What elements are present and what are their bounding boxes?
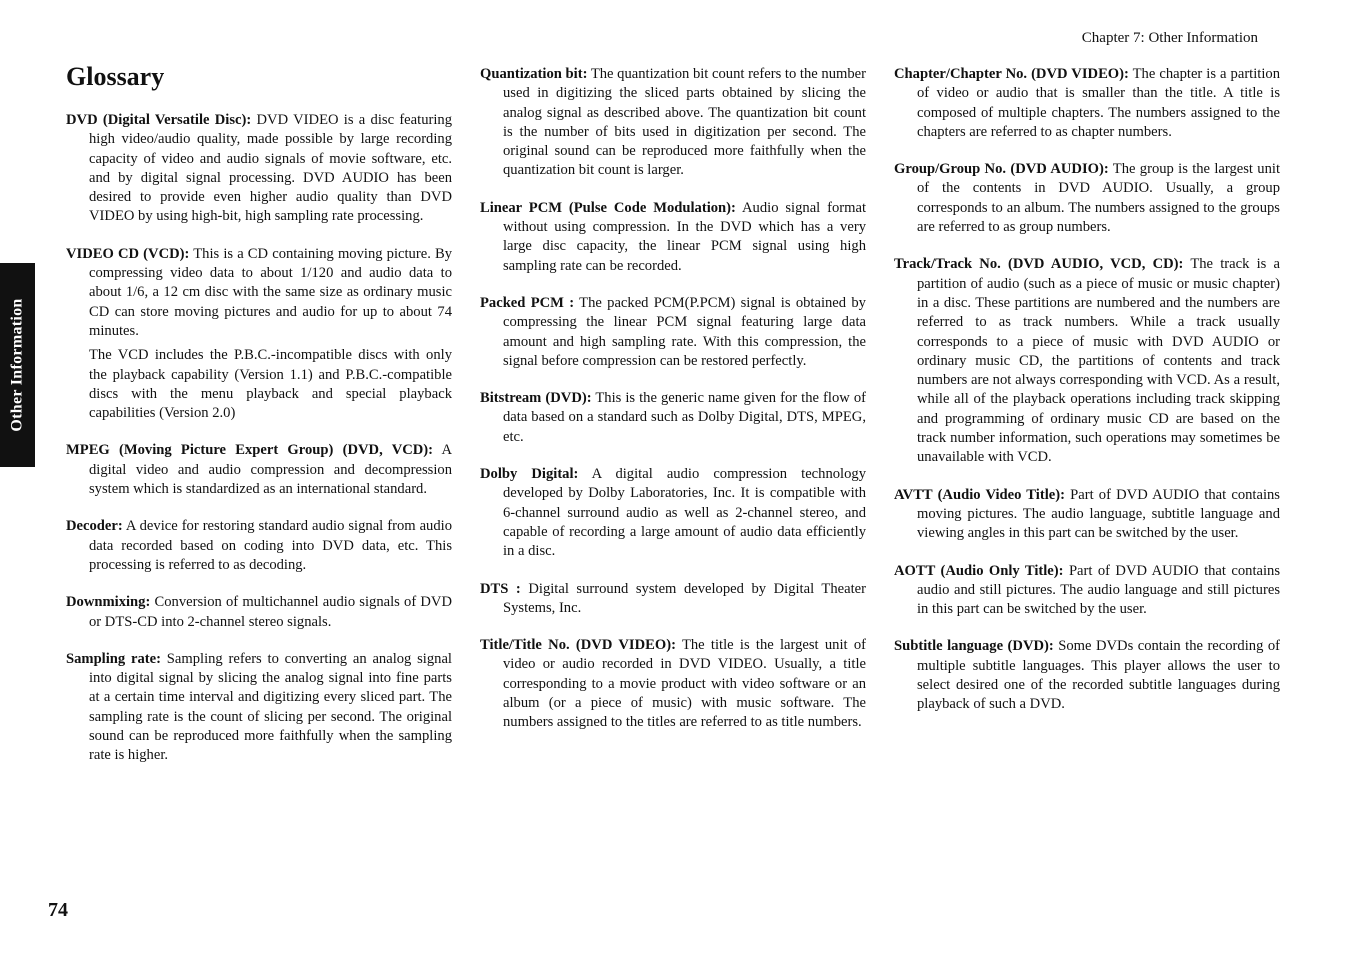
glossary-term: AVTT (Audio Video Title): bbox=[894, 486, 1065, 503]
side-tab-label: Other Information bbox=[8, 298, 26, 432]
glossary-term: AOTT (Audio Only Title): bbox=[894, 562, 1064, 579]
glossary-definition: The title is the largest unit of video or audio recorded in DVD VIDEO. Usually, a title corresponding to a movie product with video software or an album (or a piece of music) with music software. The numbers assigned to the titles are referred to as title numbers. bbox=[503, 637, 867, 731]
glossary-entry-group bbox=[894, 160, 1280, 237]
glossary-definition: Some DVDs contain the recording of multiple subtitle languages. This player allows the user to select desired one of the recorded subtitle languages during playback of such a DVD. bbox=[917, 638, 1280, 713]
glossary-entry-chapter bbox=[894, 65, 1280, 142]
glossary-entry-dts bbox=[480, 580, 866, 619]
glossary-entry-track bbox=[894, 255, 1280, 467]
glossary-entry-title bbox=[480, 636, 866, 732]
glossary-column-2 bbox=[480, 65, 866, 751]
glossary-column-3 bbox=[894, 65, 1280, 733]
glossary-definition: Digital surround system developed by Digital Theater Systems, Inc. bbox=[503, 580, 866, 616]
glossary-entry-linear-pcm bbox=[480, 199, 866, 276]
glossary-entry-packed-pcm bbox=[480, 294, 866, 371]
glossary-term: Chapter/Chapter No. (DVD VIDEO): bbox=[894, 66, 1129, 82]
glossary-entry-vcd bbox=[66, 245, 452, 341]
glossary-definition: Sampling refers to converting an analog signal into digital signal by slicing the analog signal into fine parts at a certain time interval and digitizing every sliced part. The sampling rate is the count of slicing per second. The original sound can be reproduced more faithfully when the sampling rate is higher. bbox=[89, 650, 452, 764]
glossary-term: MPEG (Moving Picture Expert Group) (DVD, VCD): bbox=[66, 442, 434, 459]
glossary-entry-quantization-bit bbox=[480, 65, 866, 181]
glossary-term: DVD (Digital Versatile Disc): bbox=[66, 112, 252, 128]
glossary-term: Dolby Digital: bbox=[480, 466, 579, 483]
glossary-term: Linear PCM (Pulse Code Modulation): bbox=[480, 199, 736, 216]
glossary-definition: The track is a partition of audio (such as a piece of music or music chapter) in a disc. These partitions are numbered and the numbers are referred to as track numbers. While a track usually corresponds to a piece of music with DVD AUDIO or ordinary music CD, the partitions of contents and track numbers are not always corresponding with VCD. As a result, while all of the playback operations including track skipping and programming of ordinary music CD are based on the track number information, such operations may sometimes be unavailable with VCD. bbox=[917, 256, 1281, 466]
glossary-definition: The VCD includes the P.B.C.-incompatible discs with only the playback capability (Version 1.1) and P.B.C.-compatible discs with the menu playback and special playback capabilities (Version 2.0) bbox=[89, 347, 452, 422]
side-tab bbox=[0, 263, 35, 467]
glossary-entry-bitstream bbox=[480, 389, 866, 447]
glossary-entry-aott bbox=[894, 562, 1280, 620]
glossary-term: Subtitle language (DVD): bbox=[894, 638, 1054, 655]
glossary-term: Downmixing: bbox=[66, 594, 151, 611]
glossary-definition: Audio signal format without using compression. In the DVD which has a very large disc capacity, the linear PCM signal using high sampling rate can be recorded. bbox=[503, 199, 867, 274]
chapter-header: Chapter 7: Other Information bbox=[1081, 30, 1258, 46]
glossary-column-1 bbox=[66, 111, 452, 784]
glossary-definition: Conversion of multichannel audio signals of DVD or DTS-CD into 2-channel stereo signals. bbox=[89, 594, 452, 630]
glossary-entry-avtt bbox=[894, 486, 1280, 544]
glossary-entry-dolby-digital bbox=[480, 465, 866, 561]
glossary-definition: DVD VIDEO is a disc featuring high video/audio quality, made possible by large recording capacity of video and audio signals of movie software, etc. and by digital signal processing. DVD AUDIO has been desired to provide even higher audio quality than DVD VIDEO by using high-bit, high sampling rate processing. bbox=[89, 112, 452, 225]
glossary-definition: This is a CD containing moving picture. By compressing video data to about 1/120 and audio data to about 1/6, a 12 cm disc with the same size as ordinary music CD can store moving pictures and audio for up to about 74 minutes. bbox=[89, 245, 452, 339]
glossary-term: Decoder: bbox=[66, 518, 123, 535]
page-title: Glossary bbox=[66, 62, 165, 91]
glossary-term: VIDEO CD (VCD): bbox=[66, 245, 190, 262]
glossary-entry-downmixing bbox=[66, 593, 452, 632]
glossary-term: Bitstream (DVD): bbox=[480, 390, 592, 407]
glossary-definition: A digital audio compression technology developed by Dolby Laboratories, Inc. It is compatible with 6-channel surround audio as well as 2-channel stereo, and capable of recording a large amount of audio data efficiently in a disc. bbox=[503, 466, 866, 560]
glossary-definition: The chapter is a partition of video or audio that is smaller than the title. A title is composed of multiple chapters. The numbers assigned to the chapters are referred to as chapter numbers. bbox=[917, 66, 1280, 140]
glossary-entry-vcd-continued bbox=[89, 346, 452, 423]
glossary-definition: This is the generic name given for the flow of data based on a standard such as Dolby Digital, DTS, MPEG, etc. bbox=[503, 390, 866, 445]
glossary-definition: The quantization bit count refers to the number used in digitizing the sliced parts obtained by slicing the analog signal as described above. The quantization bit count is the number of bits used in digitization per second. The original sound can be reproduced more faithfully when the quantization bit count is larger. bbox=[503, 66, 866, 179]
glossary-term: DTS : bbox=[480, 580, 521, 597]
glossary-term: Quantization bit: bbox=[480, 66, 588, 82]
glossary-entry-dvd bbox=[66, 111, 452, 227]
glossary-term: Track/Track No. (DVD AUDIO, VCD, CD): bbox=[894, 256, 1184, 273]
glossary-term: Packed PCM : bbox=[480, 294, 575, 311]
glossary-entry-sampling-rate bbox=[66, 650, 452, 766]
glossary-definition: A device for restoring standard audio signal from audio data recorded based on coding into DVD data, etc. This processing is referred to as decoding. bbox=[89, 518, 452, 573]
glossary-entry-mpeg bbox=[66, 441, 452, 499]
glossary-term: Sampling rate: bbox=[66, 650, 161, 667]
glossary-definition: Part of DVD AUDIO that contains moving pictures. The audio language, subtitle language and viewing angles in this part can be switched by the user. bbox=[917, 486, 1280, 542]
glossary-entry-subtitle-language bbox=[894, 637, 1280, 714]
glossary-term: Title/Title No. (DVD VIDEO): bbox=[480, 637, 676, 654]
glossary-entry-decoder bbox=[66, 517, 452, 575]
glossary-definition: Part of DVD AUDIO that contains audio and still pictures. The audio language and still pictures in this part can be switched by the user. bbox=[917, 562, 1281, 618]
glossary-definition: A digital video and audio compression and decompression system which is standardized as an international standard. bbox=[89, 442, 453, 498]
glossary-definition: The group is the largest unit of the contents in DVD AUDIO. Usually, a group corresponds to an album. The numbers assigned to the groups are referred to as group numbers. bbox=[917, 161, 1280, 236]
glossary-term: Group/Group No. (DVD AUDIO): bbox=[894, 161, 1109, 178]
glossary-definition: The packed PCM(P.PCM) signal is obtained by compressing the linear PCM signal featuring large data amount and high sampling rate. With this compression, the signal before compression can be restored perfectly. bbox=[503, 294, 866, 369]
page-number: 74 bbox=[48, 899, 68, 921]
